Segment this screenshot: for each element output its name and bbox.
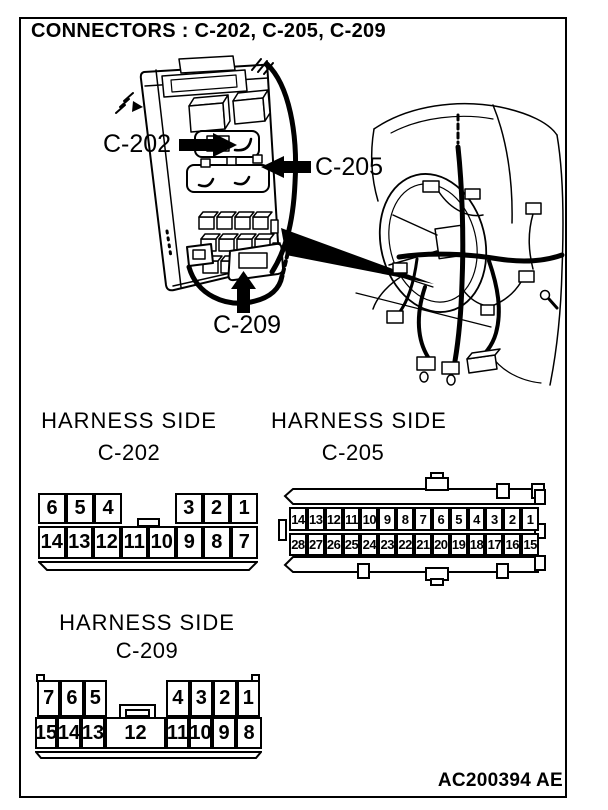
harness-side-heading-c209: HARNESS SIDE xyxy=(59,610,235,635)
pin-9: 9 xyxy=(176,526,204,559)
c205-row-1 xyxy=(289,507,539,531)
pin-7: 7 xyxy=(231,526,259,559)
c202-base xyxy=(38,561,258,572)
c205-top-clip-cap xyxy=(430,472,444,479)
page-title: CONNECTORS : C-202, C-205, C-209 xyxy=(31,20,386,42)
c209-base xyxy=(35,751,262,760)
pin-1: 1 xyxy=(237,680,261,717)
callout-c202-label: C-202 xyxy=(103,130,172,158)
pin-23: 23 xyxy=(378,533,396,556)
c209-keyway-tab xyxy=(119,704,156,719)
callout-c205-label: C-205 xyxy=(315,153,384,181)
pin-6: 6 xyxy=(432,507,450,531)
pin-12: 12 xyxy=(93,526,121,559)
c205-bottom-tab-1 xyxy=(357,563,370,579)
pin-6: 6 xyxy=(38,493,66,524)
c205-pin-grid xyxy=(289,507,539,556)
pin-11: 11 xyxy=(343,507,361,531)
pin-16: 16 xyxy=(503,533,521,556)
c205-left-tab xyxy=(278,519,287,541)
pin-13: 13 xyxy=(307,507,325,531)
pin-10: 10 xyxy=(148,526,176,559)
screw-icon xyxy=(541,291,558,309)
c202-bottom-row xyxy=(38,526,258,559)
pin-11: 11 xyxy=(166,717,189,749)
connector-label-c209: C-209 xyxy=(115,638,179,663)
c205-top-clip xyxy=(425,477,449,491)
pin-4: 4 xyxy=(94,493,122,524)
c205-top-tab-1 xyxy=(496,483,510,499)
pin-12: 12 xyxy=(105,717,166,749)
dashboard-drawing xyxy=(343,104,563,385)
connector-c205-pinout xyxy=(283,483,545,579)
harness-side-heading-c202: HARNESS SIDE xyxy=(41,408,217,433)
pin-10: 10 xyxy=(360,507,378,531)
pin-9: 9 xyxy=(378,507,396,531)
pin-13: 13 xyxy=(66,526,94,559)
pin-2: 2 xyxy=(503,507,521,531)
pin-7: 7 xyxy=(414,507,432,531)
pin-25: 25 xyxy=(343,533,361,556)
callout-c209 xyxy=(213,271,281,339)
pin-20: 20 xyxy=(432,533,450,556)
pin-2: 2 xyxy=(213,680,237,717)
pin-24: 24 xyxy=(360,533,378,556)
c202-top-row xyxy=(38,493,258,524)
pin-2: 2 xyxy=(203,493,231,524)
pin-26: 26 xyxy=(325,533,343,556)
c202-top-left-group xyxy=(38,493,122,524)
pin-12: 12 xyxy=(325,507,343,531)
pin-7: 7 xyxy=(37,680,60,717)
pin-14: 14 xyxy=(38,526,66,559)
connector-location-illustration xyxy=(21,55,565,420)
figure-code: AC200394 AE xyxy=(437,770,563,791)
pin-14: 14 xyxy=(289,507,307,531)
dashboard-harness xyxy=(373,115,562,361)
callout-c209-label: C-209 xyxy=(213,311,282,339)
callout-c202-arrow xyxy=(179,139,213,151)
pin-9: 9 xyxy=(212,717,236,749)
pin-13: 13 xyxy=(81,717,105,749)
pin-5: 5 xyxy=(84,680,107,717)
pin-8: 8 xyxy=(236,717,262,749)
pin-21: 21 xyxy=(414,533,432,556)
pin-3: 3 xyxy=(485,507,503,531)
callout-c205 xyxy=(261,153,383,181)
connector-c209-pinout xyxy=(35,673,262,757)
pin-14: 14 xyxy=(57,717,81,749)
pin-5: 5 xyxy=(66,493,94,524)
c205-right-tab-1 xyxy=(534,489,546,505)
c205-right-tab-3 xyxy=(534,555,546,571)
harness-side-heading-c205: HARNESS SIDE xyxy=(271,408,447,433)
pin-15: 15 xyxy=(35,717,57,749)
pin-27: 27 xyxy=(307,533,325,556)
pin-15: 15 xyxy=(521,533,539,556)
c202-latch-tab xyxy=(137,518,160,527)
fuse-box-drawing xyxy=(141,56,283,290)
pin-6: 6 xyxy=(60,680,83,717)
pin-5: 5 xyxy=(450,507,468,531)
c202-top-right-group xyxy=(175,493,258,524)
pin-8: 8 xyxy=(203,526,231,559)
c205-row-2 xyxy=(289,533,539,556)
pin-1: 1 xyxy=(230,493,258,524)
c209-bottom-row xyxy=(35,717,262,749)
connector-c202-pinout xyxy=(38,493,258,572)
c209-top-right-group xyxy=(166,680,260,717)
pin-19: 19 xyxy=(450,533,468,556)
pin-3: 3 xyxy=(175,493,203,524)
c209-right-notch xyxy=(251,674,260,682)
pin-18: 18 xyxy=(468,533,486,556)
pin-1: 1 xyxy=(521,507,539,531)
pin-3: 3 xyxy=(190,680,214,717)
c209-left-notch xyxy=(36,674,45,682)
pin-11: 11 xyxy=(121,526,149,559)
connector-label-c205: C-205 xyxy=(321,440,385,465)
pin-8: 8 xyxy=(396,507,414,531)
pin-22: 22 xyxy=(396,533,414,556)
pin-17: 17 xyxy=(485,533,503,556)
pin-28: 28 xyxy=(289,533,307,556)
pin-4: 4 xyxy=(468,507,486,531)
pin-4: 4 xyxy=(166,680,190,717)
connector-label-c202: C-202 xyxy=(97,440,161,465)
c205-bottom-tab-2 xyxy=(496,563,509,579)
pin-10: 10 xyxy=(189,717,212,749)
c205-bottom-clip-cap xyxy=(430,578,444,586)
c209-top-left-group xyxy=(37,680,107,717)
c209-keyway-inner xyxy=(125,709,150,717)
